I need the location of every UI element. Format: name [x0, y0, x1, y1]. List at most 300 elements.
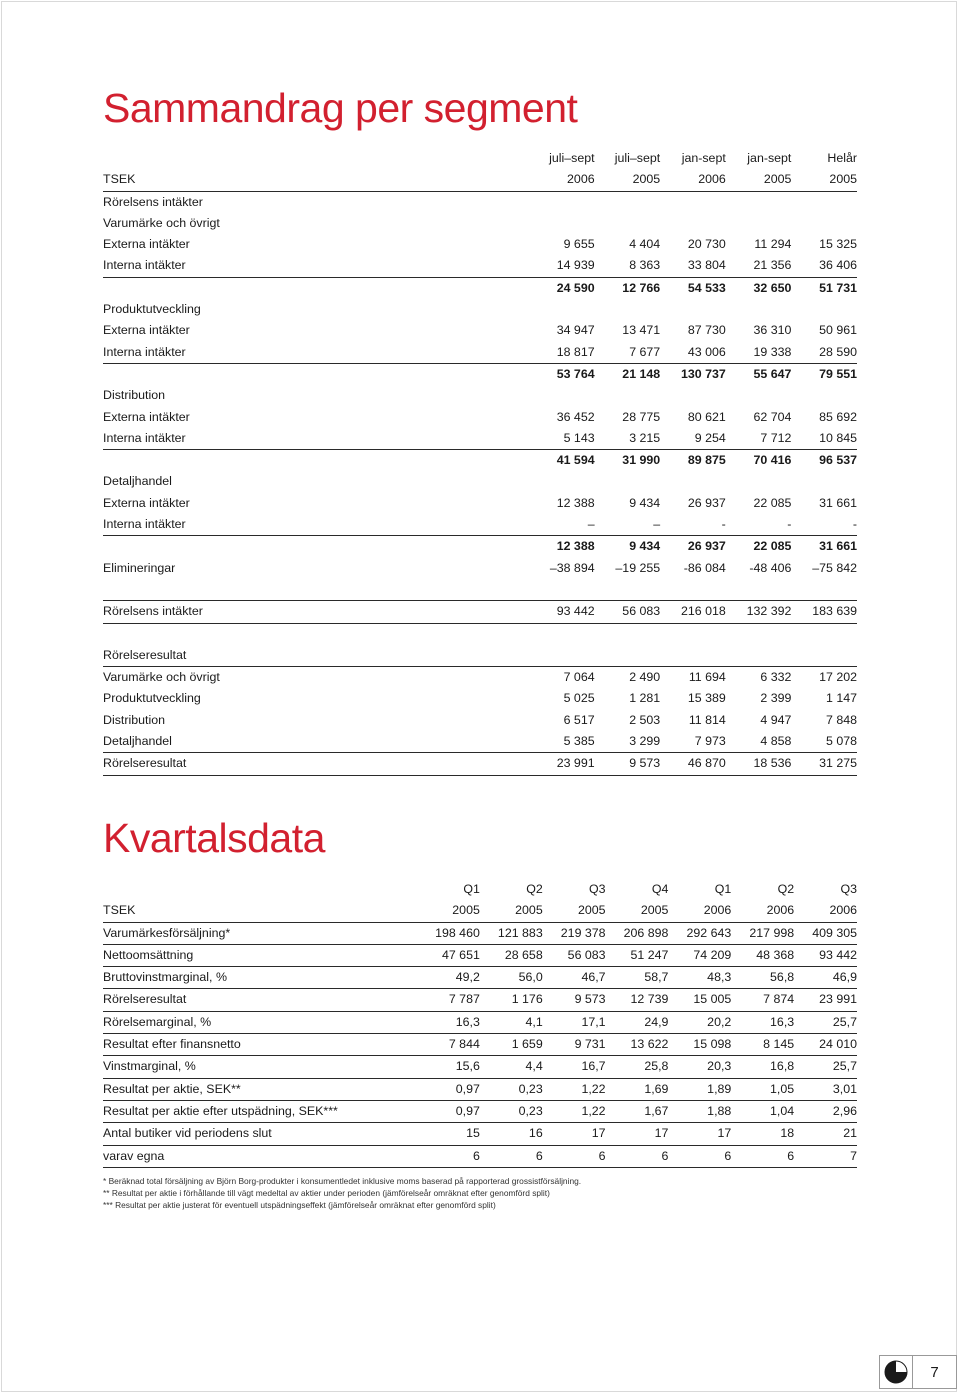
row-label: Interna intäkter — [103, 255, 529, 277]
cell-value: 36 406 — [791, 255, 857, 277]
cell-value: – — [595, 514, 661, 536]
footnote: * Beräknad total försäljning av Björn Borg-produkter i konsumentledet inklusive moms baserad på rapporterad grossistförsäljning. — [103, 1176, 582, 1186]
cell-value: 24 590 — [556, 280, 595, 295]
cell-value: 9 434 — [629, 495, 661, 510]
row-label: Interna intäkter — [103, 342, 529, 364]
cell-value: 7 973 — [660, 731, 726, 753]
cell-value: 31 990 — [622, 453, 661, 468]
column-period: jan-sept — [747, 151, 792, 165]
cell-value — [660, 385, 726, 406]
cell-value: 17 — [543, 1123, 606, 1145]
cell-value: 2 490 — [629, 670, 661, 685]
column-period: Helår — [827, 151, 857, 165]
cell-value — [660, 579, 726, 601]
unit-label: TSEK — [103, 900, 417, 922]
table-row — [103, 407, 857, 428]
quarterly-header-quarter-row — [103, 879, 857, 900]
cell-value: 6 332 — [760, 670, 792, 685]
cell-value: 12 766 — [622, 280, 661, 295]
column-year: 2005 — [480, 900, 543, 922]
cell-value: 55 647 — [753, 366, 792, 381]
cell-value: 51 731 — [819, 280, 857, 295]
cell-value: - — [791, 514, 857, 536]
cell-value: 121 883 — [480, 922, 543, 944]
cell-value: 21 148 — [622, 366, 661, 381]
table-row — [103, 623, 857, 645]
cell-value — [660, 191, 726, 213]
cell-value: 25,8 — [606, 1056, 669, 1078]
quarterly-title: Kvartalsdata — [103, 815, 325, 861]
row-label: Detaljhandel — [103, 731, 529, 753]
cell-value: 15 098 — [668, 1034, 731, 1056]
cell-value — [791, 385, 857, 406]
cell-value: 19 338 — [726, 342, 792, 364]
cell-value — [660, 623, 726, 645]
cell-value — [726, 213, 792, 234]
cell-value — [595, 385, 661, 406]
cell-value: 10 845 — [791, 428, 857, 450]
table-row — [103, 514, 857, 536]
cell-value: 56,8 — [731, 967, 794, 989]
cell-value: 0,23 — [480, 1100, 543, 1122]
cell-value — [529, 213, 595, 234]
cell-value — [595, 299, 661, 320]
table-row — [103, 320, 857, 341]
unit-label: TSEK — [103, 169, 529, 191]
quarterly-header-year-row — [103, 900, 857, 922]
cell-value: 15 389 — [687, 691, 726, 706]
cell-value: 12 739 — [606, 989, 669, 1011]
cell-value: 1 176 — [480, 989, 543, 1011]
cell-value: 21 356 — [726, 255, 792, 277]
cell-value: 22 085 — [753, 495, 792, 510]
table-row — [103, 471, 857, 492]
table-row — [103, 450, 857, 472]
cell-value: 16,7 — [543, 1056, 606, 1078]
cell-value: 9 434 — [629, 539, 661, 554]
cell-value — [791, 623, 857, 645]
cell-value: 1 147 — [825, 691, 857, 706]
cell-value: 206 898 — [606, 922, 669, 944]
cell-value: 41 594 — [556, 453, 595, 468]
cell-value: -86 084 — [683, 560, 726, 575]
cell-value: 2 399 — [760, 691, 792, 706]
cell-value: 6 — [417, 1145, 480, 1167]
segment-header-year-row — [103, 169, 857, 191]
row-label: Antal butiker vid periodens slut — [103, 1123, 417, 1145]
table-row — [103, 1145, 857, 1167]
cell-value: 16,3 — [417, 1011, 480, 1033]
row-label: Vinstmarginal, % — [103, 1056, 417, 1078]
row-label: Produktutveckling — [103, 691, 201, 706]
cell-value: 3 299 — [595, 731, 661, 753]
table-row — [103, 579, 857, 601]
cell-value: 31 661 — [819, 539, 857, 554]
cell-value — [791, 191, 857, 213]
row-label — [103, 450, 529, 472]
cell-value: 1,89 — [668, 1078, 731, 1100]
cell-value: 15,6 — [417, 1056, 480, 1078]
row-label: Rörelsens intäkter — [103, 194, 203, 209]
cell-value — [595, 645, 661, 667]
cell-value: 87 730 — [687, 323, 726, 338]
cell-value — [529, 579, 595, 601]
row-label: Interna intäkter — [103, 428, 529, 450]
cell-value: 18 — [731, 1123, 794, 1145]
cell-value: 1 281 — [629, 691, 661, 706]
cell-value: 1,22 — [543, 1100, 606, 1122]
cell-value: 1,67 — [606, 1100, 669, 1122]
cell-value: 6 517 — [563, 712, 595, 727]
cell-value: 8 145 — [731, 1034, 794, 1056]
row-label: Resultat per aktie, SEK** — [103, 1078, 417, 1100]
cell-value: 4,4 — [480, 1056, 543, 1078]
cell-value — [726, 471, 792, 492]
cell-value: 6 — [606, 1145, 669, 1167]
table-row — [103, 1123, 857, 1145]
cell-value: 43 006 — [660, 342, 726, 364]
cell-value: 7 712 — [726, 428, 792, 450]
cell-value: 21 — [794, 1123, 857, 1145]
cell-value: 9 254 — [660, 428, 726, 450]
cell-value — [529, 385, 595, 406]
footnotes — [103, 1175, 857, 1212]
column-year: 2006 — [529, 169, 595, 191]
cell-value: 31 275 — [791, 753, 857, 775]
cell-value: 18 536 — [726, 753, 792, 775]
column-quarter: Q1 — [714, 882, 732, 896]
cell-value: 7 787 — [417, 989, 480, 1011]
column-year: 2006 — [794, 900, 857, 922]
cell-value: 5 143 — [529, 428, 595, 450]
cell-value: 36 452 — [556, 409, 595, 424]
cell-value: 3,01 — [794, 1078, 857, 1100]
row-label: Detaljhandel — [103, 474, 172, 489]
column-quarter: Q3 — [589, 882, 606, 896]
table-row — [103, 944, 857, 966]
cell-value: 17,1 — [543, 1011, 606, 1033]
row-label: Resultat efter finansnetto — [103, 1034, 417, 1056]
cell-value: 1 659 — [480, 1034, 543, 1056]
column-quarter: Q3 — [840, 882, 858, 896]
cell-value — [726, 191, 792, 213]
table-row — [103, 299, 857, 320]
cell-value: 6 — [731, 1145, 794, 1167]
table-row — [103, 688, 857, 709]
cell-value: 93 442 — [529, 601, 595, 623]
cell-value: 17 — [668, 1123, 731, 1145]
cell-value: - — [726, 514, 792, 536]
cell-value: 1,69 — [606, 1078, 669, 1100]
cell-value: 4,1 — [480, 1011, 543, 1033]
column-year: 2005 — [595, 169, 661, 191]
cell-value: 79 551 — [819, 366, 857, 381]
column-year: 2005 — [726, 169, 792, 191]
table-row — [103, 255, 857, 277]
row-label: Rörelsens intäkter — [103, 601, 529, 623]
cell-value — [726, 579, 792, 601]
cell-value — [660, 471, 726, 492]
table-row — [103, 428, 857, 450]
cell-value: 20,2 — [668, 1011, 731, 1033]
cell-value: 5 025 — [563, 691, 595, 706]
column-period: juli–sept — [549, 151, 595, 165]
cell-value: 7 874 — [731, 989, 794, 1011]
cell-value: 51 247 — [606, 944, 669, 966]
cell-value: 26 937 — [687, 539, 726, 554]
cell-value: 12 388 — [556, 539, 595, 554]
row-label: varav egna — [103, 1145, 417, 1167]
cell-value: 16,8 — [731, 1056, 794, 1078]
cell-value — [595, 623, 661, 645]
cell-value: 0,23 — [480, 1078, 543, 1100]
cell-value — [726, 645, 792, 667]
column-year: 2005 — [791, 169, 857, 191]
cell-value: 28 658 — [480, 944, 543, 966]
cell-value — [529, 191, 595, 213]
cell-value — [529, 623, 595, 645]
table-row — [103, 989, 857, 1011]
column-year: 2006 — [731, 900, 794, 922]
cell-value: 89 875 — [687, 453, 726, 468]
table-row — [103, 191, 857, 213]
cell-value: 409 305 — [794, 922, 857, 944]
cell-value: 5 385 — [529, 731, 595, 753]
row-label: Externa intäkter — [103, 495, 190, 510]
table-row — [103, 363, 857, 385]
row-label — [103, 579, 529, 601]
cell-value: 7 848 — [825, 712, 857, 727]
cell-value: 16 — [480, 1123, 543, 1145]
cell-value: 14 939 — [529, 255, 595, 277]
row-label: Rörelseresultat — [103, 753, 529, 775]
table-row — [103, 667, 857, 689]
cell-value: 62 704 — [753, 409, 792, 424]
cell-value: 56 083 — [543, 944, 606, 966]
table-row — [103, 753, 857, 775]
cell-value: 22 085 — [753, 539, 792, 554]
row-label — [103, 623, 529, 645]
cell-value — [791, 299, 857, 320]
cell-value: 47 651 — [417, 944, 480, 966]
cell-value: 31 661 — [819, 495, 857, 510]
cell-value — [660, 299, 726, 320]
cell-value: 85 692 — [819, 409, 857, 424]
table-row — [103, 710, 857, 731]
row-label: Resultat per aktie efter utspädning, SEK*** — [103, 1100, 417, 1122]
cell-value: 33 804 — [660, 255, 726, 277]
cell-value: 58,7 — [606, 967, 669, 989]
cell-value: 24,9 — [606, 1011, 669, 1033]
cell-value: 24 010 — [794, 1034, 857, 1056]
cell-value: 11 814 — [688, 712, 726, 727]
cell-value: 3 215 — [595, 428, 661, 450]
cell-value: 12 388 — [556, 495, 595, 510]
table-row — [103, 385, 857, 406]
column-period: juli–sept — [614, 151, 661, 165]
table-row — [103, 342, 857, 364]
cell-value: 13 471 — [622, 323, 661, 338]
row-label: Nettoomsättning — [103, 944, 417, 966]
cell-value — [595, 191, 661, 213]
cell-value: 2 503 — [629, 712, 661, 727]
row-label — [103, 363, 529, 385]
cell-value: 46,9 — [794, 967, 857, 989]
segment-table — [103, 148, 857, 776]
table-row — [103, 1011, 857, 1033]
cell-value — [726, 385, 792, 406]
table-row — [103, 493, 857, 514]
cell-value: 1,88 — [668, 1100, 731, 1122]
cell-value — [726, 623, 792, 645]
cell-value: –38 894 — [549, 560, 595, 575]
cell-value — [660, 645, 726, 667]
cell-value: -48 406 — [749, 560, 792, 575]
cell-value — [595, 213, 661, 234]
cell-value: 48,3 — [668, 967, 731, 989]
table-row — [103, 1100, 857, 1122]
cell-value: 96 537 — [819, 453, 857, 468]
cell-value: 56 083 — [595, 601, 661, 623]
cell-value: 32 650 — [753, 280, 792, 295]
cell-value: –19 255 — [615, 560, 661, 575]
cell-value: 292 643 — [668, 922, 731, 944]
cell-value — [791, 579, 857, 601]
cell-value — [529, 471, 595, 492]
row-label: Externa intäkter — [103, 409, 190, 424]
cell-value: 1,05 — [731, 1078, 794, 1100]
cell-value: 17 — [606, 1123, 669, 1145]
cell-value: 15 325 — [819, 237, 857, 252]
cell-value: 13 622 — [606, 1034, 669, 1056]
cell-value: 54 533 — [687, 280, 726, 295]
cell-value — [791, 213, 857, 234]
cell-value: 4 858 — [726, 731, 792, 753]
column-quarter: Q4 — [651, 882, 669, 896]
cell-value: 1,04 — [731, 1100, 794, 1122]
quarterly-table — [103, 879, 857, 1168]
cell-value: 7 — [794, 1145, 857, 1167]
cell-value: 25,7 — [794, 1056, 857, 1078]
cell-value: 4 404 — [629, 237, 661, 252]
row-label: Rörelsemarginal, % — [103, 1011, 417, 1033]
cell-value: 183 639 — [791, 601, 857, 623]
cell-value: 26 937 — [687, 495, 726, 510]
cell-value — [791, 471, 857, 492]
table-row — [103, 277, 857, 299]
cell-value: 0,97 — [417, 1078, 480, 1100]
cell-value: 1,22 — [543, 1078, 606, 1100]
cell-value: 15 005 — [668, 989, 731, 1011]
table-row — [103, 601, 857, 623]
table-row — [103, 558, 857, 579]
cell-value: 70 416 — [753, 453, 792, 468]
cell-value: 9 573 — [595, 753, 661, 775]
cell-value: 46 870 — [660, 753, 726, 775]
cell-value: 11 694 — [688, 670, 726, 685]
column-year: 2005 — [543, 900, 606, 922]
cell-value: 2,96 — [794, 1100, 857, 1122]
cell-value: 46,7 — [543, 967, 606, 989]
row-label: Distribution — [103, 388, 165, 403]
cell-value: 216 018 — [660, 601, 726, 623]
column-year: 2006 — [668, 900, 731, 922]
table-row — [103, 1056, 857, 1078]
column-quarter: Q2 — [526, 882, 543, 896]
table-row — [103, 1034, 857, 1056]
page-number: 7 — [913, 1355, 957, 1389]
cell-value: - — [660, 514, 726, 536]
column-year: 2005 — [606, 900, 669, 922]
cell-value: 219 378 — [543, 922, 606, 944]
row-label: Rörelseresultat — [103, 645, 529, 667]
cell-value: 50 961 — [819, 323, 857, 338]
cell-value: 9 573 — [543, 989, 606, 1011]
cell-value: 74 209 — [668, 944, 731, 966]
table-row — [103, 645, 857, 667]
row-label: Produktutveckling — [103, 302, 201, 317]
table-row — [103, 536, 857, 558]
column-period: jan-sept — [681, 151, 726, 165]
footnote: *** Resultat per aktie justerat för eventuell utspädningseffekt (jämförelseår omräknat efter genomförd split) — [103, 1200, 496, 1211]
cell-value: 36 310 — [753, 323, 792, 338]
table-row — [103, 234, 857, 255]
cell-value: 7 677 — [595, 342, 661, 364]
row-label — [103, 536, 529, 558]
cell-value: 49,2 — [417, 967, 480, 989]
cell-value: 7 064 — [563, 670, 595, 685]
cell-value: 48 368 — [731, 944, 794, 966]
cell-value: 9 731 — [543, 1034, 606, 1056]
cell-value: 8 363 — [595, 255, 661, 277]
cell-value: 6 — [543, 1145, 606, 1167]
cell-value: 28 775 — [622, 409, 661, 424]
row-label: Externa intäkter — [103, 237, 190, 252]
cell-value: 198 460 — [417, 922, 480, 944]
row-label: Elimineringar — [103, 560, 176, 575]
row-label — [103, 277, 529, 299]
cell-value — [529, 299, 595, 320]
table-row — [103, 213, 857, 234]
cell-value: 18 817 — [529, 342, 595, 364]
cell-value: 9 655 — [563, 237, 595, 252]
segment-table-body — [103, 191, 857, 775]
table-row — [103, 922, 857, 944]
cell-value: 23 991 — [529, 753, 595, 775]
cell-value: 6 — [480, 1145, 543, 1167]
cell-value: 16,3 — [731, 1011, 794, 1033]
cell-value — [595, 471, 661, 492]
cell-value: –75 842 — [812, 560, 857, 575]
cell-value: 34 947 — [556, 323, 595, 338]
cell-value: 20,3 — [668, 1056, 731, 1078]
cell-value: 4 947 — [760, 712, 792, 727]
column-quarter: Q2 — [777, 882, 795, 896]
cell-value: 28 590 — [791, 342, 857, 364]
cell-value: 7 844 — [417, 1034, 480, 1056]
footnote: ** Resultat per aktie i förhållande till vägt medeltal av aktier under perioden (jämförelseår omräknat efter genomförd split) — [103, 1188, 550, 1199]
table-row — [103, 967, 857, 989]
table-row — [103, 731, 857, 753]
cell-value: 20 730 — [687, 237, 726, 252]
row-label: Varumärke och övrigt — [103, 670, 220, 685]
cell-value: 11 294 — [754, 237, 792, 252]
column-year: 2005 — [417, 900, 480, 922]
cell-value: 0,97 — [417, 1100, 480, 1122]
cell-value: 132 392 — [726, 601, 792, 623]
cell-value: 56,0 — [480, 967, 543, 989]
cell-value: 6 — [668, 1145, 731, 1167]
